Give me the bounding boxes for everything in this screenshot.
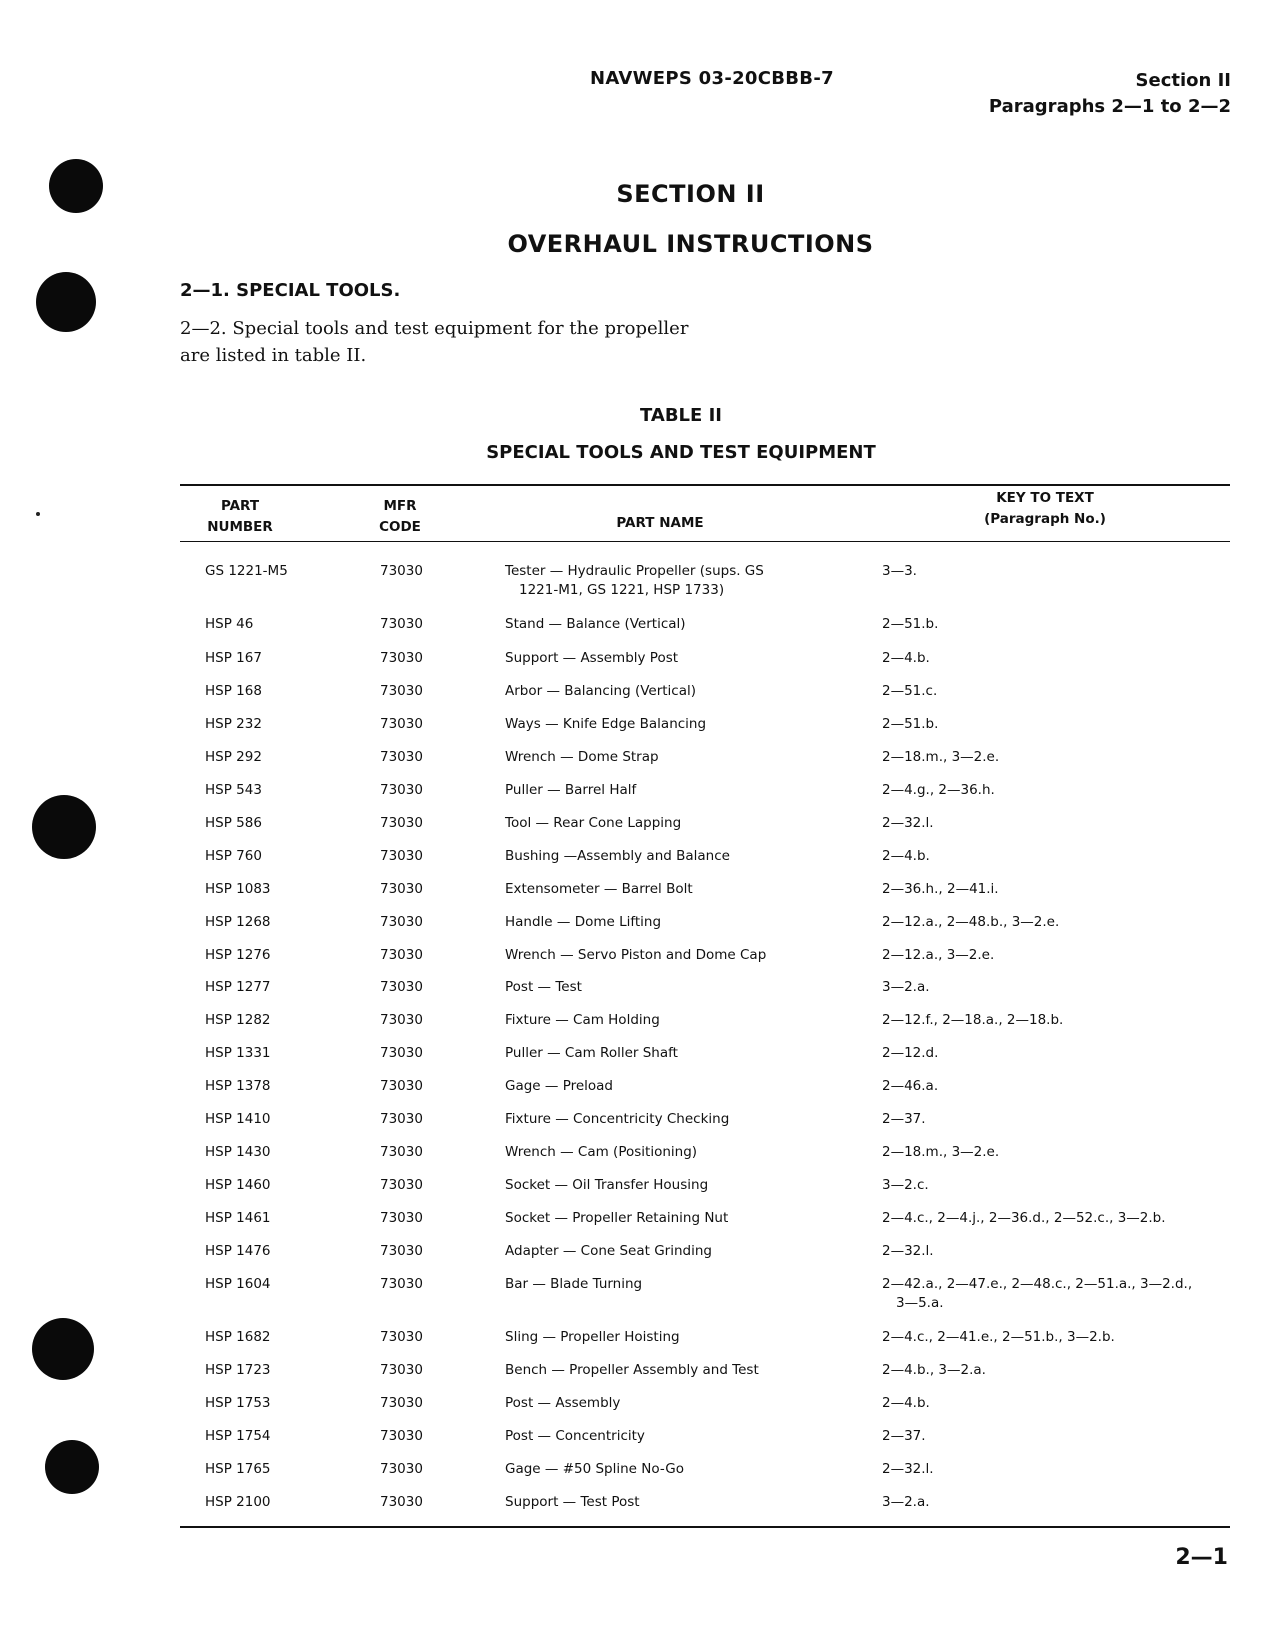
- key-to-text-line: 2—4.b., 3—2.a.: [882, 1362, 986, 1378]
- cell-part-number: HSP 1083: [205, 881, 271, 897]
- key-to-text-line: 2—12.a., 3—2.e.: [882, 947, 995, 963]
- section-title: SECTION II: [616, 180, 765, 208]
- cell-part-name: [505, 649, 835, 668]
- cell-part-name: [505, 1176, 835, 1195]
- part-name-line: Gage — Preload: [505, 1078, 614, 1094]
- key-to-text-line: 2—4.b.: [882, 1395, 930, 1411]
- key-to-text-line: 3—2.a.: [882, 979, 930, 995]
- key-to-text-line: 2—12.a., 2—48.b., 3—2.e.: [882, 914, 1060, 930]
- part-name-line: Wrench — Servo Piston and Dome Cap: [505, 947, 767, 963]
- cell-key-to-text: [882, 1242, 1222, 1261]
- part-name-line: Handle — Dome Lifting: [505, 914, 662, 930]
- cell-key-to-text: [882, 1361, 1222, 1380]
- cell-part-name: [505, 1394, 835, 1413]
- part-name-line: Support — Assembly Post: [505, 650, 679, 666]
- cell-part-name: [505, 1209, 835, 1228]
- cell-key-to-text: [882, 715, 1222, 734]
- part-name-line: Puller — Cam Roller Shaft: [505, 1045, 678, 1061]
- document-number: NAVWEPS 03-20CBBB-7: [590, 68, 834, 89]
- table-subtitle: SPECIAL TOOLS AND TEST EQUIPMENT: [486, 442, 876, 463]
- cell-part-number: HSP 1765: [205, 1461, 271, 1477]
- cell-mfr-code: 73030: [380, 1144, 423, 1160]
- cell-part-name: [505, 1427, 835, 1446]
- cell-part-number: HSP 543: [205, 782, 262, 798]
- cell-key-to-text: [882, 946, 1222, 965]
- cell-mfr-code: 73030: [380, 1276, 423, 1292]
- cell-mfr-code: 73030: [380, 716, 423, 732]
- binder-hole-5: [45, 1440, 99, 1494]
- cell-part-name: [505, 1493, 835, 1512]
- cell-part-number: HSP 1460: [205, 1177, 271, 1193]
- table-header-rule: [180, 541, 1230, 542]
- cell-mfr-code: 73030: [380, 1078, 423, 1094]
- cell-part-number: HSP 1754: [205, 1428, 271, 1444]
- cell-part-number: HSP 168: [205, 683, 262, 699]
- cell-part-number: GS 1221-M5: [205, 563, 288, 579]
- cell-part-name: [505, 562, 835, 600]
- cell-key-to-text: [882, 1044, 1222, 1063]
- cell-part-name: [505, 781, 835, 800]
- cell-mfr-code: 73030: [380, 1461, 423, 1477]
- cell-part-name: [505, 978, 835, 997]
- cell-mfr-code: 73030: [380, 979, 423, 995]
- cell-mfr-code: 73030: [380, 1395, 423, 1411]
- cell-part-number: HSP 1753: [205, 1395, 271, 1411]
- key-to-text-line: 2—32.l.: [882, 1243, 934, 1259]
- cell-part-number: HSP 46: [205, 616, 254, 632]
- part-name-line: Support — Test Post: [505, 1494, 640, 1510]
- cell-part-name: [505, 1460, 835, 1479]
- binder-hole-2: [36, 272, 96, 332]
- section-reference: [989, 68, 1231, 120]
- section-subtitle: OVERHAUL INSTRUCTIONS: [507, 230, 874, 258]
- part-name-line: Bench — Propeller Assembly and Test: [505, 1362, 759, 1378]
- part-name-line: Adapter — Cone Seat Grinding: [505, 1243, 712, 1259]
- part-name-line: Socket — Propeller Retaining Nut: [505, 1210, 729, 1226]
- cell-part-number: HSP 1723: [205, 1362, 271, 1378]
- cell-mfr-code: 73030: [380, 1362, 423, 1378]
- cell-part-number: HSP 1277: [205, 979, 271, 995]
- cell-part-name: [505, 715, 835, 734]
- part-name-line: Gage — #50 Spline No-Go: [505, 1461, 684, 1477]
- cell-key-to-text: [882, 1011, 1222, 1030]
- cell-key-to-text: [882, 748, 1222, 767]
- cell-part-number: HSP 1476: [205, 1243, 271, 1259]
- cell-part-name: [505, 913, 835, 932]
- cell-key-to-text: [882, 1493, 1222, 1512]
- part-name-line: Tester — Hydraulic Propeller (sups. GS: [505, 563, 764, 579]
- cell-key-to-text: [882, 1328, 1222, 1347]
- cell-key-to-text: [882, 649, 1222, 668]
- key-to-text-line: 2—18.m., 3—2.e.: [882, 1144, 1000, 1160]
- cell-mfr-code: 73030: [380, 947, 423, 963]
- part-name-line: Sling — Propeller Hoisting: [505, 1329, 680, 1345]
- cell-key-to-text: [882, 1077, 1222, 1096]
- cell-key-to-text: [882, 978, 1222, 997]
- column-header-key-to-text: KEY TO TEXT (Paragraph No.): [984, 490, 1106, 527]
- cell-part-name: [505, 1077, 835, 1096]
- cell-part-name: [505, 1143, 835, 1162]
- cell-mfr-code: 73030: [380, 616, 423, 632]
- cell-key-to-text: [882, 847, 1222, 866]
- key-to-text-line: 2—4.b.: [882, 650, 930, 666]
- part-name-line: Bar — Blade Turning: [505, 1276, 643, 1292]
- cell-part-name: [505, 1110, 835, 1129]
- key-to-text-line: 2—51.c.: [882, 683, 938, 699]
- part-name-line: Post — Concentricity: [505, 1428, 645, 1444]
- section-label: Section II: [1135, 70, 1231, 91]
- key-to-text-line: 2—12.d.: [882, 1045, 939, 1061]
- cell-part-name: [505, 814, 835, 833]
- cell-mfr-code: 73030: [380, 782, 423, 798]
- cell-key-to-text: [882, 562, 1222, 581]
- cell-part-number: HSP 760: [205, 848, 262, 864]
- key-to-text-line: 2—4.b.: [882, 848, 930, 864]
- part-name-line: Ways — Knife Edge Balancing: [505, 716, 707, 732]
- paragraph-body: 2—2. Special tools and test equipment for the propeller are listed in table II.: [180, 318, 689, 366]
- part-name-line: Wrench — Cam (Positioning): [505, 1144, 698, 1160]
- cell-part-name: [505, 880, 835, 899]
- cell-mfr-code: 73030: [380, 650, 423, 666]
- cell-mfr-code: 73030: [380, 815, 423, 831]
- key-to-text-line: 3—2.a.: [882, 1494, 930, 1510]
- cell-part-number: HSP 1604: [205, 1276, 271, 1292]
- cell-key-to-text: [882, 1394, 1222, 1413]
- cell-part-number: HSP 2100: [205, 1494, 271, 1510]
- part-name-line: Stand — Balance (Vertical): [505, 616, 686, 632]
- cell-key-to-text: [882, 781, 1222, 800]
- cell-part-number: HSP 1682: [205, 1329, 271, 1345]
- column-header-mfr-code: MFR CODE: [379, 498, 421, 535]
- cell-part-name: [505, 1011, 835, 1030]
- cell-key-to-text: [882, 615, 1222, 634]
- paragraph-heading: 2—1. SPECIAL TOOLS.: [180, 280, 401, 301]
- cell-part-number: HSP 1461: [205, 1210, 271, 1226]
- binder-hole-3: [32, 795, 96, 859]
- key-to-text-line: 2—37.: [882, 1111, 926, 1127]
- key-to-text-line: 2—46.a.: [882, 1078, 939, 1094]
- key-to-text-continuation: 3—5.a.: [896, 1295, 944, 1311]
- cell-mfr-code: 73030: [380, 881, 423, 897]
- column-header-part-number: PART NUMBER: [207, 498, 273, 535]
- cell-key-to-text: [882, 1143, 1222, 1162]
- key-to-text-line: 2—32.l.: [882, 1461, 934, 1477]
- cell-mfr-code: 73030: [380, 1111, 423, 1127]
- cell-part-number: HSP 1378: [205, 1078, 271, 1094]
- cell-key-to-text: [882, 1176, 1222, 1195]
- cell-part-name: [505, 748, 835, 767]
- key-to-text-line: 2—51.b.: [882, 716, 939, 732]
- paragraphs-label: Paragraphs 2—1 to 2—2: [988, 96, 1231, 117]
- cell-part-number: HSP 1410: [205, 1111, 271, 1127]
- scan-speck: [36, 512, 40, 516]
- cell-key-to-text: [882, 1460, 1222, 1479]
- key-to-text-line: 2—4.c., 2—4.j., 2—36.d., 2—52.c., 3—2.b.: [882, 1210, 1166, 1226]
- page-number: 2—1: [1175, 1545, 1228, 1570]
- table-title: TABLE II: [640, 405, 722, 426]
- cell-mfr-code: 73030: [380, 563, 423, 579]
- key-to-text-line: 3—3.: [882, 563, 917, 579]
- key-to-text-line: 2—18.m., 3—2.e.: [882, 749, 1000, 765]
- cell-mfr-code: 73030: [380, 1012, 423, 1028]
- cell-mfr-code: 73030: [380, 1494, 423, 1510]
- cell-mfr-code: 73030: [380, 914, 423, 930]
- part-name-line: Extensometer — Barrel Bolt: [505, 881, 693, 897]
- cell-key-to-text: [882, 1110, 1222, 1129]
- cell-key-to-text: [882, 1275, 1222, 1313]
- cell-key-to-text: [882, 682, 1222, 701]
- part-name-line: Puller — Barrel Half: [505, 782, 637, 798]
- cell-part-number: HSP 1430: [205, 1144, 271, 1160]
- key-to-text-line: 2—4.g., 2—36.h.: [882, 782, 995, 798]
- cell-part-name: [505, 1275, 835, 1294]
- part-name-line: Arbor — Balancing (Vertical): [505, 683, 697, 699]
- part-name-line: Post — Test: [505, 979, 582, 995]
- cell-key-to-text: [882, 814, 1222, 833]
- cell-key-to-text: [882, 913, 1222, 932]
- cell-key-to-text: [882, 1427, 1222, 1446]
- cell-part-number: HSP 1282: [205, 1012, 271, 1028]
- cell-part-name: [505, 1328, 835, 1347]
- part-name-line: Socket — Oil Transfer Housing: [505, 1177, 709, 1193]
- cell-part-name: [505, 682, 835, 701]
- part-name-line: Wrench — Dome Strap: [505, 749, 659, 765]
- cell-mfr-code: 73030: [380, 749, 423, 765]
- part-name-continuation: 1221-M1, GS 1221, HSP 1733): [519, 582, 725, 598]
- table-bottom-rule: [180, 1526, 1230, 1528]
- part-name-line: Fixture — Concentricity Checking: [505, 1111, 730, 1127]
- cell-mfr-code: 73030: [380, 1243, 423, 1259]
- part-name-line: Fixture — Cam Holding: [505, 1012, 660, 1028]
- binder-hole-4: [32, 1318, 94, 1380]
- key-to-text-line: 2—12.f., 2—18.a., 2—18.b.: [882, 1012, 1064, 1028]
- key-to-text-line: 2—36.h., 2—41.i.: [882, 881, 999, 897]
- key-to-text-line: 2—37.: [882, 1428, 926, 1444]
- cell-part-name: [505, 847, 835, 866]
- cell-part-name: [505, 946, 835, 965]
- column-header-part-name: PART NAME: [616, 515, 704, 531]
- cell-part-name: [505, 615, 835, 634]
- part-name-line: Tool — Rear Cone Lapping: [505, 815, 682, 831]
- cell-mfr-code: 73030: [380, 848, 423, 864]
- cell-part-number: HSP 167: [205, 650, 262, 666]
- key-to-text-line: 3—2.c.: [882, 1177, 929, 1193]
- cell-mfr-code: 73030: [380, 683, 423, 699]
- key-to-text-line: 2—32.l.: [882, 815, 934, 831]
- cell-part-name: [505, 1361, 835, 1380]
- cell-part-number: HSP 1268: [205, 914, 271, 930]
- cell-mfr-code: 73030: [380, 1177, 423, 1193]
- cell-part-name: [505, 1044, 835, 1063]
- part-name-line: Post — Assembly: [505, 1395, 621, 1411]
- key-to-text-line: 2—51.b.: [882, 616, 939, 632]
- table-top-rule: [180, 484, 1230, 486]
- cell-mfr-code: 73030: [380, 1428, 423, 1444]
- cell-mfr-code: 73030: [380, 1045, 423, 1061]
- cell-part-number: HSP 1331: [205, 1045, 271, 1061]
- cell-part-number: HSP 1276: [205, 947, 271, 963]
- key-to-text-line: 2—42.a., 2—47.e., 2—48.c., 2—51.a., 3—2.d.,: [882, 1276, 1193, 1292]
- cell-part-number: HSP 586: [205, 815, 262, 831]
- cell-part-number: HSP 292: [205, 749, 262, 765]
- cell-part-number: HSP 232: [205, 716, 262, 732]
- cell-mfr-code: 73030: [380, 1329, 423, 1345]
- cell-part-name: [505, 1242, 835, 1261]
- cell-mfr-code: 73030: [380, 1210, 423, 1226]
- key-to-text-line: 2—4.c., 2—41.e., 2—51.b., 3—2.b.: [882, 1329, 1115, 1345]
- cell-key-to-text: [882, 1209, 1222, 1228]
- cell-key-to-text: [882, 880, 1222, 899]
- part-name-line: Bushing —Assembly and Balance: [505, 848, 730, 864]
